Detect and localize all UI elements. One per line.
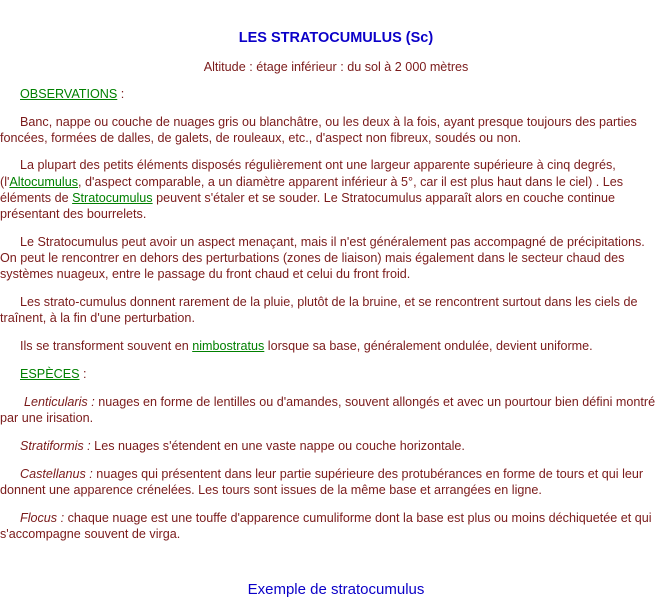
example-caption: Exemple de stratocumulus — [247, 581, 425, 598]
paragraph-2-line-3-pre: éléments de — [0, 191, 73, 205]
paragraph-5 — [0, 338, 672, 355]
flocus-term: Flocus : — [20, 511, 65, 525]
heading-colon: : — [79, 367, 87, 381]
stratiformis-text: Les nuages s'étendent en une vaste nappe ou couche horizontale. — [90, 439, 465, 453]
observations-heading — [0, 86, 672, 103]
observations-link[interactable]: OBSERVATIONS — [20, 87, 118, 101]
flocus-line-1 — [0, 510, 672, 527]
lenticularis-line-1 — [0, 394, 672, 411]
flocus-line-2: s'accompagne souvent de virga. — [0, 527, 181, 541]
altitude-subtitle: Altitude : étage inférieur : du sol à 2 000 mètres — [203, 60, 469, 74]
paragraph-2-line-1: La plupart des petits éléments disposés régulièrement ont une largeur apparente supérieure à cinq degrés, — [20, 158, 616, 172]
especes-link[interactable]: ESPÈCES — [20, 367, 80, 381]
altocumulus-link[interactable]: Altocumulus — [9, 175, 79, 189]
especes-heading — [0, 366, 672, 383]
nimbostratus-link[interactable]: nimbostratus — [192, 339, 265, 353]
paragraph-2-line-3-post: peuvent s'étaler et se souder. Le Stratocumulus apparaît alors en couche continue — [152, 191, 615, 205]
paragraph-5-pre: Ils se transforment souvent en — [20, 339, 193, 353]
paragraph-3-line-1: Le Stratocumulus peut avoir un aspect menaçant, mais il n'est généralement pas accompagné de précipitations. — [20, 235, 645, 249]
species-stratiformis — [0, 438, 672, 455]
lenticularis-term: Lenticularis : — [24, 395, 95, 409]
paragraph-2-line-3 — [0, 190, 668, 207]
flocus-text-1: chaque nuage est une touffe d'apparence cumuliforme dont la base est plus ou moins déchiquetée et qui — [64, 511, 652, 525]
paragraph-2-line-2-post: , d'aspect comparable, a un diamètre apparent inférieur à 5°, car il est plus haut dans le ciel) . Les — [78, 175, 624, 189]
paragraph-2-line-2 — [0, 174, 668, 191]
paragraph-2-line-2-pre: (l' — [0, 175, 10, 189]
paragraph-4-line-1: Les strato-cumulus donnent rarement de la pluie, plutôt de la bruine, et se rencontrent surtout dans les ciels de — [20, 295, 638, 309]
paragraph-1-line-2: foncées, formées de dalles, de galets, de rouleaux, etc., d'aspect non fibreux, soudés ou non. — [0, 131, 522, 145]
paragraph-2-line-4: présentant des bourrelets. — [0, 207, 147, 221]
page-title: LES STRATOCUMULUS (Sc) — [238, 30, 434, 46]
heading-colon: : — [117, 87, 125, 101]
paragraph-1-line-1: Banc, nappe ou couche de nuages gris ou blanchâtre, ou les deux à la fois, ayant presque toujours des parties — [20, 115, 637, 129]
paragraph-4-line-2: traînent, à la fin d'une perturbation. — [0, 311, 195, 325]
lenticularis-text-1: nuages en forme de lentilles ou d'amandes, souvent allongés et avec un pourtour bien défini montré — [94, 395, 656, 409]
castellanus-text-1: nuages qui présentent dans leur partie supérieure des protubérances en forme de tours et qui leur — [92, 467, 644, 481]
stratocumulus-link[interactable]: Stratocumulus — [72, 191, 153, 205]
castellanus-term: Castellanus : — [20, 467, 93, 481]
lenticularis-line-2: par une irisation. — [0, 411, 94, 425]
castellanus-line-2: donnent une apparence crénelées. Les tours sont issues de la même base et arrangées en ligne. — [0, 483, 542, 497]
paragraph-3-line-2: On peut le rencontrer en dehors des perturbations (zones de liaison) mais également dans le secteur chaud des — [0, 251, 625, 265]
stratiformis-term: Stratiformis : — [20, 439, 91, 453]
castellanus-line-1 — [0, 466, 672, 483]
paragraph-3-line-3: systèmes nuageux, entre le passage du front chaud et celui du front froid. — [0, 267, 411, 281]
paragraph-5-post: lorsque sa base, généralement ondulée, devient uniforme. — [264, 339, 593, 353]
